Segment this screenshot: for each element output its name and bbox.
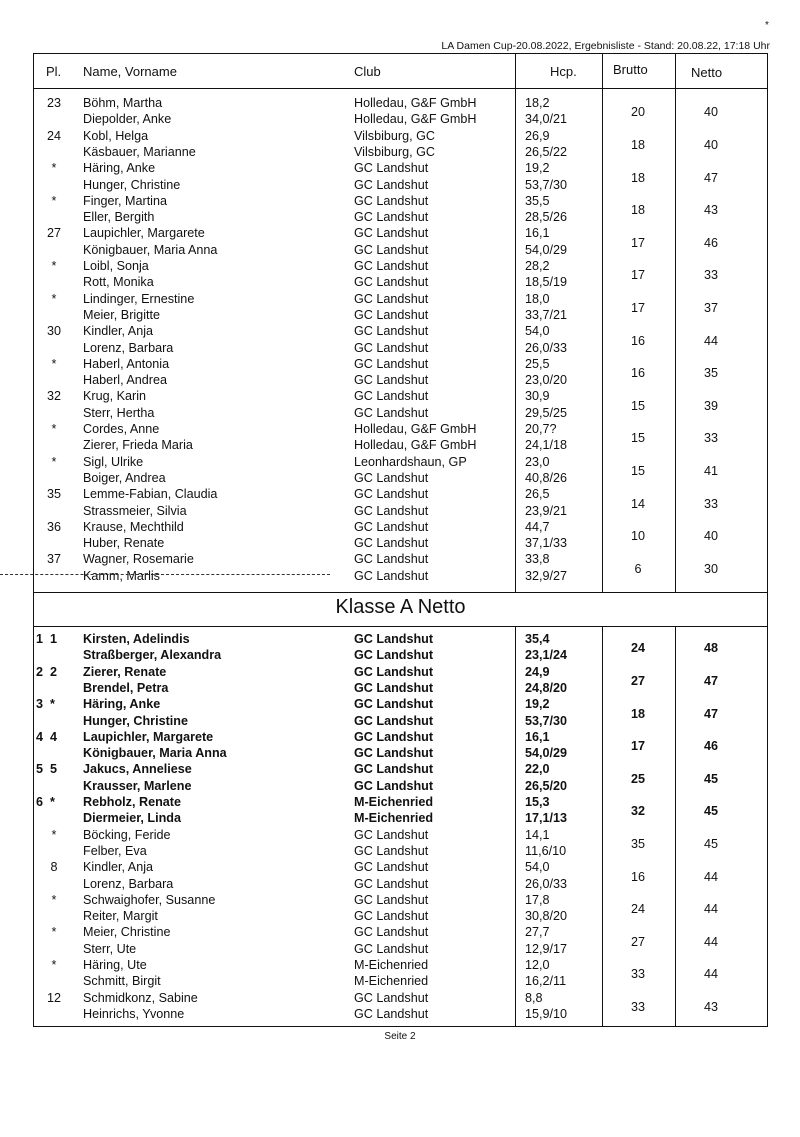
brutto-cell: 6	[634, 561, 642, 576]
netto-cell: 48	[703, 641, 718, 656]
netto-cell: 35	[703, 366, 718, 381]
name-cell: Krausser, Marlene	[83, 778, 192, 793]
name-cell: Heinrichs, Yvonne	[83, 1006, 185, 1021]
club-cell: GC Landshut	[354, 860, 429, 875]
club-cell: GC Landshut	[354, 827, 429, 842]
name-cell: Straßberger, Alexandra	[83, 648, 222, 663]
name-cell: Böcking, Feride	[83, 827, 171, 842]
hcp-cell: 8,8	[525, 990, 543, 1005]
hcp-cell: 22,0	[525, 762, 550, 777]
brutto-cell: 18	[630, 706, 645, 721]
place-cell: *	[51, 422, 57, 436]
strike-line	[0, 574, 330, 575]
hcp-cell: 26,0/33	[525, 876, 568, 891]
club-cell: GC Landshut	[354, 762, 434, 777]
place-cell: 4 4	[36, 729, 58, 744]
name-cell: Lindinger, Ernestine	[83, 291, 195, 306]
brutto-cell: 27	[630, 673, 645, 688]
club-cell: GC Landshut	[354, 210, 429, 225]
club-cell: GC Landshut	[354, 389, 429, 404]
club-cell: GC Landshut	[354, 373, 429, 388]
name-cell: Jakucs, Anneliese	[83, 762, 192, 777]
club-cell: GC Landshut	[354, 632, 434, 646]
netto-cell: 46	[703, 235, 718, 250]
netto-cell: 44	[703, 869, 718, 884]
name-cell: Sterr, Hertha	[83, 405, 155, 420]
brutto-cell: 25	[630, 771, 645, 786]
name-cell: Rebholz, Renate	[83, 795, 181, 809]
brutto-cell: 16	[630, 869, 645, 884]
hcp-cell: 35,4	[525, 632, 550, 646]
hcp-cell: 12,9/17	[525, 941, 568, 956]
name-cell: Sterr, Ute	[83, 941, 137, 956]
table-row	[34, 366, 767, 388]
table-row	[34, 268, 767, 290]
hcp-cell: 26,0/33	[525, 340, 568, 355]
club-cell: GC Landshut	[354, 470, 429, 485]
name-cell: Kamm, Marlis	[83, 568, 160, 583]
table-row	[34, 398, 767, 421]
club-cell: GC Landshut	[354, 519, 429, 534]
place-cell: *	[51, 454, 57, 469]
place-cell: 35	[46, 487, 61, 502]
hcp-cell: 30,8/20	[525, 909, 568, 924]
table-row	[34, 235, 767, 258]
table-row	[34, 999, 767, 1022]
column-header-row	[34, 54, 767, 89]
hcp-cell: 25,5	[525, 356, 550, 371]
place-cell: 27	[46, 226, 61, 241]
club-cell: GC Landshut	[354, 680, 434, 695]
hcp-cell: 17,8	[525, 892, 550, 907]
hcp-cell: 32,9/27	[525, 568, 568, 583]
name-cell: Laupichler, Margarete	[83, 729, 214, 744]
hcp-cell: 40,8/26	[525, 470, 568, 485]
club-cell: GC Landshut	[354, 876, 429, 891]
club-cell: GC Landshut	[354, 778, 434, 793]
brutto-cell: 16	[630, 366, 645, 381]
netto-cell: 47	[703, 170, 718, 185]
name-cell: Häring, Anke	[83, 161, 156, 176]
hcp-cell: 23,1/24	[525, 648, 568, 663]
hcp-cell: 19,2	[525, 697, 550, 712]
name-cell: Loibl, Sonja	[83, 259, 149, 273]
name-cell: Kobl, Helga	[83, 128, 149, 143]
place-cell: 5 5	[36, 762, 58, 777]
brutto-cell: 27	[630, 934, 645, 949]
hcp-cell: 14,1	[525, 827, 550, 842]
name-cell: Rott, Monika	[83, 275, 154, 290]
name-cell: Meier, Christine	[83, 925, 171, 940]
table-row	[34, 902, 767, 924]
table-row	[34, 170, 767, 193]
name-cell: Strassmeier, Silvia	[83, 503, 187, 518]
name-cell: Kindler, Anja	[83, 324, 154, 339]
name-cell: Lorenz, Barbara	[83, 876, 174, 891]
hcp-cell: 28,5/26	[525, 210, 568, 225]
table-row	[34, 804, 767, 826]
table-row	[34, 561, 767, 584]
brutto-cell: 18	[630, 137, 645, 152]
club-cell: GC Landshut	[354, 259, 429, 273]
hcp-cell: 54,0	[525, 324, 550, 339]
club-cell: Holledau, G&F GmbH	[354, 112, 477, 127]
netto-cell: 45	[703, 771, 718, 786]
col-club: Club	[354, 64, 381, 79]
club-cell: GC Landshut	[354, 568, 429, 583]
club-cell: GC Landshut	[354, 487, 429, 502]
place-cell: 32	[46, 389, 61, 404]
brutto-cell: 16	[630, 333, 645, 348]
table-row	[34, 300, 767, 323]
name-cell: Häring, Anke	[83, 697, 161, 712]
netto-cell: 43	[703, 203, 718, 218]
netto-cell: 44	[703, 934, 718, 949]
brutto-cell: 10	[630, 529, 645, 544]
hcp-cell: 26,5/20	[525, 778, 568, 793]
club-cell: Vilsbiburg, GC	[354, 128, 435, 143]
hcp-cell: 17,1/13	[525, 811, 568, 826]
club-cell: GC Landshut	[354, 340, 429, 355]
name-cell: Schmitt, Birgit	[83, 974, 161, 989]
hcp-cell: 29,5/25	[525, 405, 568, 420]
place-cell: *	[51, 291, 57, 306]
netto-cell: 45	[703, 836, 718, 851]
name-cell: Lorenz, Barbara	[83, 340, 174, 355]
table-row	[34, 934, 767, 957]
table-row	[34, 529, 767, 551]
club-cell: M-Eichenried	[354, 811, 434, 826]
club-cell: GC Landshut	[354, 226, 429, 241]
name-cell: Schwaighofer, Susanne	[83, 892, 216, 907]
hcp-cell: 18,5/19	[525, 275, 568, 290]
place-cell: *	[51, 356, 57, 371]
brutto-cell: 24	[630, 641, 645, 656]
brutto-cell: 18	[630, 170, 645, 185]
page-header: LA Damen Cup-20.08.2022, Ergebnisliste - Stand: 20.08.22, 17:18 Uhr	[441, 40, 770, 52]
place-cell: *	[51, 925, 57, 940]
brutto-cell: 24	[630, 902, 645, 917]
place-cell: 2 2	[36, 664, 58, 679]
place-cell: *	[51, 259, 57, 273]
name-cell: Finger, Martina	[83, 193, 167, 208]
brutto-cell: 33	[630, 967, 645, 982]
club-cell: GC Landshut	[354, 193, 429, 208]
place-cell: 6 *	[36, 795, 55, 809]
club-cell: GC Landshut	[354, 177, 429, 192]
hcp-cell: 28,2	[525, 259, 550, 273]
netto-cell: 47	[703, 673, 718, 688]
netto-cell: 44	[703, 967, 718, 982]
results-table	[33, 53, 768, 1027]
club-cell: GC Landshut	[354, 291, 429, 306]
page-footer: Seite 2	[384, 1031, 416, 1042]
club-cell: GC Landshut	[354, 242, 429, 257]
place-cell: *	[51, 193, 57, 208]
hcp-cell: 24,1/18	[525, 438, 568, 453]
table-row	[34, 836, 767, 859]
name-cell: Böhm, Martha	[83, 96, 163, 110]
table-row	[34, 431, 767, 453]
name-cell: Käsbauer, Marianne	[83, 144, 196, 159]
table-row	[34, 739, 767, 761]
brutto-cell: 32	[630, 804, 645, 819]
hcp-cell: 26,5/22	[525, 144, 568, 159]
table-row	[34, 869, 767, 892]
table-row	[34, 771, 767, 794]
hcp-cell: 53,7/30	[525, 177, 568, 192]
col-pl: Pl.	[46, 64, 62, 79]
hcp-cell: 35,5	[525, 193, 550, 208]
club-cell: GC Landshut	[354, 843, 429, 858]
name-cell: Hunger, Christine	[83, 713, 188, 728]
table-row	[34, 967, 767, 989]
hcp-cell: 20,7?	[525, 422, 557, 436]
hcp-cell: 15,9/10	[525, 1006, 568, 1021]
corner-mark: *	[765, 20, 769, 31]
brutto-cell: 20	[630, 105, 645, 120]
netto-cell: 47	[703, 706, 718, 721]
table-row	[34, 137, 767, 160]
place-cell: 12	[46, 990, 61, 1005]
netto-cell: 40	[703, 105, 718, 120]
club-cell: GC Landshut	[354, 307, 429, 322]
club-cell: GC Landshut	[354, 648, 434, 663]
hcp-cell: 11,6/10	[525, 843, 567, 858]
hcp-cell: 27,7	[525, 925, 550, 940]
brutto-cell: 15	[630, 463, 645, 478]
name-cell: Laupichler, Margarete	[83, 226, 205, 241]
club-cell: GC Landshut	[354, 697, 434, 712]
name-cell: Zierer, Renate	[83, 664, 167, 679]
hcp-cell: 16,1	[525, 729, 550, 744]
hcp-cell: 18,0	[525, 291, 550, 306]
club-cell: M-Eichenried	[354, 974, 429, 989]
name-cell: Boiger, Andrea	[83, 470, 166, 485]
place-cell: *	[51, 827, 57, 842]
club-cell: GC Landshut	[354, 324, 429, 339]
brutto-cell: 17	[630, 235, 645, 250]
place-cell: 24	[46, 128, 61, 143]
netto-cell: 40	[703, 137, 718, 152]
hcp-cell: 19,2	[525, 161, 550, 176]
name-cell: Schmidkonz, Sabine	[83, 990, 198, 1005]
netto-cell: 33	[703, 431, 718, 446]
netto-cell: 46	[703, 739, 718, 754]
hcp-cell: 53,7/30	[525, 713, 568, 728]
table-row	[34, 463, 767, 486]
hcp-cell: 16,1	[525, 226, 550, 241]
col-hcp: Hcp.	[550, 64, 577, 79]
name-cell: Krug, Karin	[83, 389, 146, 404]
club-cell: GC Landshut	[354, 664, 434, 679]
place-cell: 23	[46, 96, 61, 110]
name-cell: Meier, Brigitte	[83, 307, 160, 322]
club-cell: GC Landshut	[354, 552, 429, 567]
name-cell: Häring, Ute	[83, 958, 147, 972]
brutto-cell: 15	[630, 398, 645, 413]
name-cell: Kindler, Anja	[83, 860, 154, 875]
netto-cell: 39	[703, 398, 718, 413]
club-cell: GC Landshut	[354, 892, 429, 907]
brutto-cell: 14	[630, 496, 645, 511]
name-cell: Wagner, Rosemarie	[83, 552, 194, 567]
hcp-cell: 12,0	[525, 958, 550, 972]
place-cell: *	[51, 892, 57, 907]
club-cell: Leonhardshaun, GP	[354, 454, 467, 469]
name-cell: Cordes, Anne	[83, 422, 160, 436]
hcp-cell: 44,7	[525, 519, 550, 534]
netto-cell: 41	[703, 463, 718, 478]
hcp-cell: 16,2/11	[525, 974, 567, 989]
place-cell: 1 1	[36, 632, 58, 646]
place-cell: 37	[46, 552, 61, 567]
table-row	[34, 706, 767, 729]
place-cell: *	[51, 161, 57, 176]
hcp-cell: 23,9/21	[525, 503, 568, 518]
table-row	[34, 333, 767, 356]
brutto-cell: 33	[630, 999, 645, 1014]
hcp-cell: 18,2	[525, 96, 550, 110]
club-cell: M-Eichenried	[354, 795, 434, 809]
section-title: Klasse A Netto	[335, 596, 466, 618]
netto-cell: 30	[703, 561, 718, 576]
club-cell: GC Landshut	[354, 729, 434, 744]
name-cell: Hunger, Christine	[83, 177, 181, 192]
netto-cell: 33	[703, 496, 718, 511]
club-cell: GC Landshut	[354, 990, 429, 1005]
hcp-cell: 15,3	[525, 795, 550, 809]
brutto-cell: 17	[630, 268, 645, 283]
netto-cell: 44	[703, 902, 718, 917]
netto-cell: 43	[703, 999, 718, 1014]
brutto-cell: 17	[630, 739, 645, 754]
club-cell: GC Landshut	[354, 746, 434, 761]
netto-cell: 44	[703, 333, 718, 348]
table-row	[34, 203, 767, 225]
hcp-cell: 33,8	[525, 552, 550, 567]
club-cell: GC Landshut	[354, 356, 429, 371]
club-cell: Holledau, G&F GmbH	[354, 96, 477, 110]
club-cell: Holledau, G&F GmbH	[354, 422, 477, 436]
name-cell: Königbauer, Maria Anna	[83, 242, 218, 257]
hcp-cell: 54,0	[525, 860, 550, 875]
table-row	[34, 641, 767, 663]
brutto-cell: 18	[630, 203, 645, 218]
netto-cell: 40	[703, 529, 718, 544]
name-cell: Kirsten, Adelindis	[83, 632, 190, 646]
name-cell: Königbauer, Maria Anna	[83, 746, 227, 761]
place-cell: 3 *	[36, 697, 55, 712]
name-cell: Haberl, Andrea	[83, 373, 168, 388]
club-cell: GC Landshut	[354, 275, 429, 290]
place-cell: 8	[50, 860, 58, 875]
hcp-cell: 26,5	[525, 487, 550, 502]
col-netto: Netto	[691, 65, 723, 80]
club-cell: GC Landshut	[354, 941, 429, 956]
club-cell: M-Eichenried	[354, 958, 429, 972]
name-cell: Felber, Eva	[83, 843, 147, 858]
col-name: Name, Vorname	[83, 64, 177, 79]
name-cell: Haberl, Antonia	[83, 356, 170, 371]
netto-cell: 45	[703, 804, 718, 819]
hcp-cell: 24,9	[525, 664, 550, 679]
club-cell: GC Landshut	[354, 909, 429, 924]
club-cell: GC Landshut	[354, 925, 429, 940]
club-cell: GC Landshut	[354, 536, 429, 551]
club-cell: GC Landshut	[354, 503, 429, 518]
name-cell: Eller, Bergith	[83, 210, 155, 225]
hcp-cell: 30,9	[525, 389, 550, 404]
name-cell: Brendel, Petra	[83, 680, 169, 695]
hcp-cell: 37,1/33	[525, 536, 568, 551]
hcp-cell: 54,0/29	[525, 746, 568, 761]
hcp-cell: 34,0/21	[525, 112, 568, 127]
name-cell: Diermeier, Linda	[83, 811, 181, 826]
netto-cell: 33	[703, 268, 718, 283]
col-brutto: Brutto	[613, 62, 648, 77]
table-row	[34, 105, 767, 127]
name-cell: Krause, Mechthild	[83, 519, 184, 534]
brutto-cell: 15	[630, 431, 645, 446]
name-cell: Reiter, Margit	[83, 909, 158, 924]
section-band	[34, 592, 767, 627]
name-cell: Sigl, Ulrike	[83, 454, 144, 469]
table-row	[34, 496, 767, 519]
name-cell: Diepolder, Anke	[83, 112, 172, 127]
name-cell: Huber, Renate	[83, 536, 165, 551]
brutto-cell: 17	[630, 300, 645, 315]
hcp-cell: 23,0/20	[525, 373, 568, 388]
club-cell: GC Landshut	[354, 161, 429, 176]
club-cell: GC Landshut	[354, 713, 434, 728]
netto-cell: 37	[703, 300, 718, 315]
hcp-cell: 54,0/29	[525, 242, 568, 257]
club-cell: GC Landshut	[354, 405, 429, 420]
name-cell: Zierer, Frieda Maria	[83, 438, 193, 453]
brutto-cell: 35	[630, 836, 645, 851]
club-cell: Vilsbiburg, GC	[354, 144, 435, 159]
place-cell: 36	[46, 519, 61, 534]
place-cell: 30	[46, 324, 61, 339]
hcp-cell: 24,8/20	[525, 680, 568, 695]
club-cell: Holledau, G&F GmbH	[354, 438, 477, 453]
hcp-cell: 26,9	[525, 128, 550, 143]
place-cell: *	[51, 958, 57, 972]
club-cell: GC Landshut	[354, 1006, 429, 1021]
hcp-cell: 23,0	[525, 454, 550, 469]
hcp-cell: 33,7/21	[525, 307, 568, 322]
table-row	[34, 673, 767, 696]
name-cell: Lemme-Fabian, Claudia	[83, 487, 218, 502]
